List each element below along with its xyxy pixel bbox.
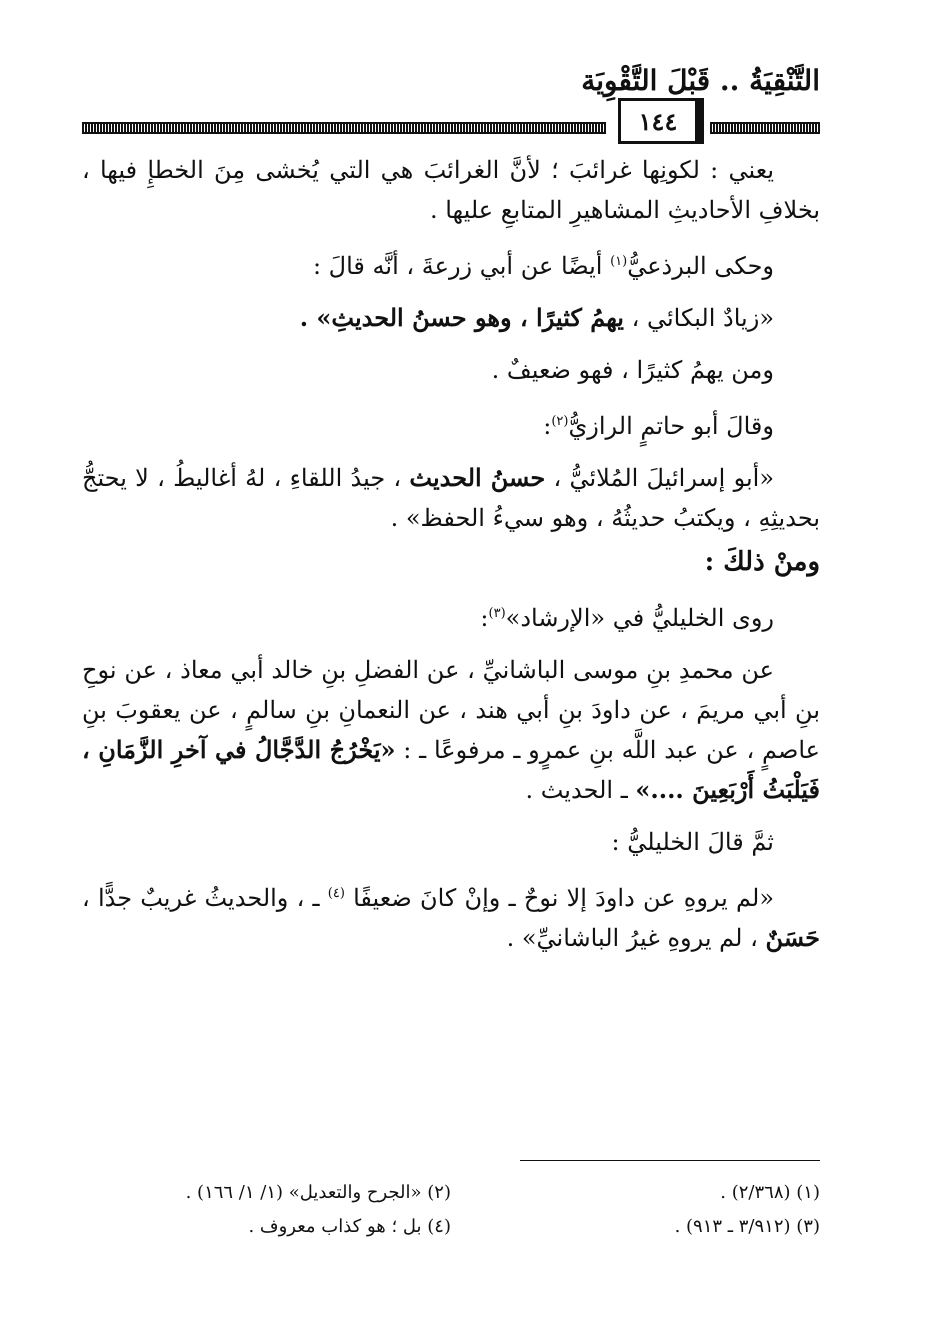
footnote-ref-3: (٣) xyxy=(488,606,506,621)
quote-abu-hatim xyxy=(82,458,820,538)
paragraph-4: ومن يهمُ كثيرًا ، فهو ضعيفٌ . xyxy=(491,356,774,384)
footnote-ref-2: (٢) xyxy=(551,414,569,429)
header-ornament-left xyxy=(82,122,606,134)
paragraph-5 xyxy=(82,402,820,446)
paragraph-1: يعني : لكونِها غرائبَ ؛ لأنَّ الغرائبَ هي التي يُخشى مِنَ الخطإِ فيها ، بخلافِ الأحاديثِ المشاهيرِ المتابعِ عليها . xyxy=(82,156,820,224)
quote-bold: حَسَنٌ xyxy=(765,923,820,952)
quote-part: «زيادٌ البكائي ، xyxy=(623,304,774,332)
page-number: ١٤٤ xyxy=(618,98,698,144)
paragraph-2-text: وحكى البرذعيُّ xyxy=(627,252,774,280)
paragraph-9: ثمَّ قالَ الخليليُّ : xyxy=(611,828,774,856)
quote-abu-zura xyxy=(82,298,820,338)
page-header xyxy=(82,52,820,144)
quote-bold: حسنُ الحديث xyxy=(409,463,546,492)
quote-part: «لم يروهِ عن داودَ إلا نوحٌ ـ وإنْ كانَ ضعيفًا xyxy=(344,884,775,912)
isnad-text: عن محمدِ بنِ موسى الباشانيِّ ، عن الفضلِ بنِ خالد أبي معاذ ، عن نوحِ بنِ أبي مريمَ ، عن داودَ بنِ أبي هند ، عن النعمانِ بنِ سالمٍ ، عن يعقوبَ بنِ عاصمٍ ، عن عبد اللَّه بنِ عمرٍو ـ مرفوعًا ـ : xyxy=(82,656,820,764)
footnote-ref-1: (١) xyxy=(610,254,628,269)
running-title: التَّنْقِيَةُ .. قَبْلَ التَّقْوِيَة xyxy=(581,64,820,97)
quote-part: ، لم يروهِ غيرُ الباشانيِّ» . xyxy=(506,924,766,952)
page-body xyxy=(82,150,820,970)
footnote-3: (٣) (٣/٩١٢ ـ ٩١٣) . xyxy=(674,1216,820,1237)
quote-khalili xyxy=(82,874,820,958)
footnotes xyxy=(82,1176,820,1244)
paragraph-5-text: وقالَ أبو حاتمٍ الرازيُّ xyxy=(568,412,774,440)
section-heading: ومنْ ذلكَ : xyxy=(704,547,820,577)
footnote-row xyxy=(82,1176,820,1210)
footnote-separator xyxy=(520,1160,820,1161)
footnote-row xyxy=(82,1210,820,1244)
footnote-ref-4: (٤) xyxy=(327,886,345,901)
paragraph-2 xyxy=(82,242,820,286)
footnote-1: (١) (٢/٣٦٨) . xyxy=(720,1182,820,1203)
quote-part: ، جيدُ اللقاءِ ، لهُ أغاليطُ ، لا يحتجُّ بحديثِهِ ، ويكتبُ حديثُهُ ، وهو سيءُ الحفظ» . xyxy=(82,464,820,532)
hadith-text-bold: «يَخْرُجُ الدَّجَّالُ في آخرِ الزَّمَانِ ، فَيَلْبَثُ أَرْبَعِينَ ....» xyxy=(82,735,820,804)
paragraph-2-rest: أيضًا عن أبي زرعةَ ، أنَّه قالَ : xyxy=(312,252,611,280)
paragraph-7-rest: : xyxy=(480,604,489,632)
header-ornament-right xyxy=(710,122,820,134)
quote-part: «أبو إسرائيلَ المُلائيُّ ، xyxy=(545,464,775,492)
paragraph-7-text: روى الخليليُّ في «الإرشاد» xyxy=(505,604,774,632)
paragraph-7 xyxy=(82,594,820,638)
paragraph-5-rest: : xyxy=(543,412,552,440)
footnote-4: (٤) بل ؛ هو كذاب معروف . xyxy=(248,1216,451,1237)
quote-part: ـ ، والحديثُ غريبٌ جدًّا ، xyxy=(82,884,328,912)
isnad-paragraph xyxy=(82,650,820,810)
footnote-2: (٢) «الجرح والتعديل» (١/ ١/ ١٦٦) . xyxy=(185,1182,451,1203)
quote-bold: يهمُ كثيرًا ، وهو حسنُ الحديثِ» . xyxy=(299,303,624,332)
isnad-end: ـ الحديث . xyxy=(525,776,636,804)
